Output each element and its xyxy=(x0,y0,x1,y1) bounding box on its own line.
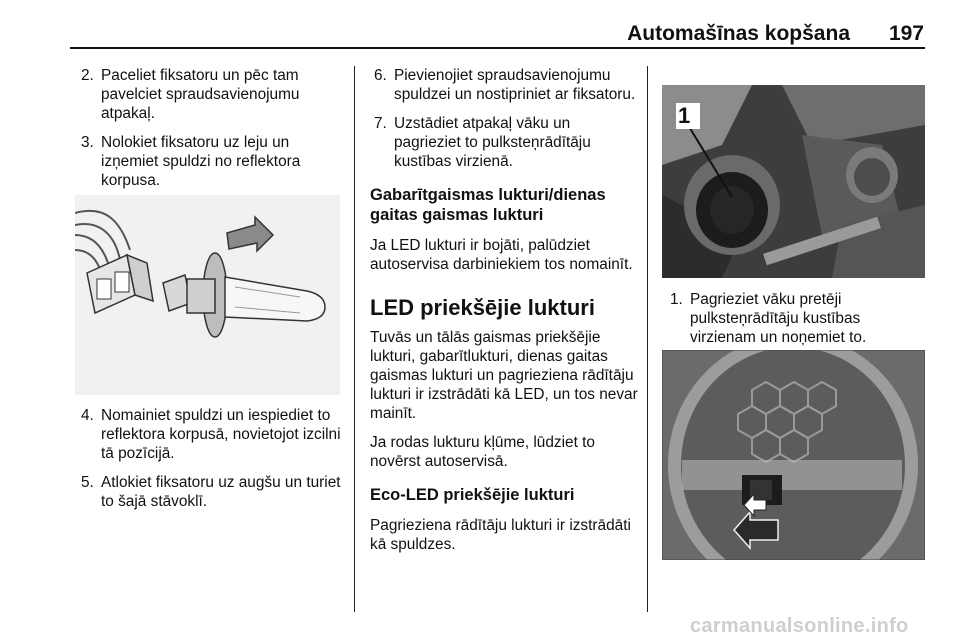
column-divider xyxy=(647,66,648,612)
step-item xyxy=(77,473,345,511)
section-heading: Gabarītgaismas lukturi/dienas gaitas gaismas lukturi xyxy=(370,186,606,224)
step-text: Uzstādiet atpakaļ vāku un pagrieziet to pulksteņrādītāju kustības virzienā. xyxy=(394,115,591,170)
step-number: 6. xyxy=(374,67,387,84)
step-item xyxy=(77,133,345,190)
header-rule xyxy=(70,47,925,49)
step-text: Pagrieziet vāku pretēji pulksteņrādītāju kustības virzienam un noņemiet to. xyxy=(690,291,867,346)
running-header-title: Automašīnas kopšana xyxy=(627,22,850,45)
step-number: 2. xyxy=(81,67,94,84)
headlamp-rear-photo xyxy=(662,85,925,278)
source-watermark: carmanualsonline.info xyxy=(690,615,909,637)
step-item xyxy=(370,66,638,104)
column-3 xyxy=(666,290,928,357)
paragraph: Pagrieziena rādītāju lukturi ir izstrādāti kā spuldzes. xyxy=(370,517,631,553)
step-item xyxy=(666,290,928,347)
step-item xyxy=(370,114,638,171)
bulb-replacement-illustration xyxy=(75,195,340,395)
column-2 xyxy=(370,66,638,564)
step-number: 7. xyxy=(374,115,387,132)
step-text: Nomainiet spuldzi un iespiediet to reflektora korpusā, novietojot izcilni tā pozīcijā. xyxy=(101,407,341,462)
paragraph: Tuvās un tālās gaismas priekšējie lukturi, gabarītlukturi, dienas gaitas gaismas lukturi un pagrieziena rādītāju lukturi ir izstrādāti kā LED, un tos nevar mainīt. xyxy=(370,329,638,422)
figure-callout-label: 1 xyxy=(678,103,691,128)
step-number: 1. xyxy=(670,291,683,308)
step-number: 5. xyxy=(81,474,94,491)
column-1-lower xyxy=(77,406,345,521)
step-number: 3. xyxy=(81,134,94,151)
headlamp-socket-photo xyxy=(662,350,925,560)
step-text: Nolokiet fiksatoru uz leju un izņemiet spuldzi no reflektora korpusa. xyxy=(101,134,301,189)
step-text: Pievienojiet spraudsavienojumu spuldzei un nostipriniet ar fiksatoru. xyxy=(394,67,636,103)
page-number: 197 xyxy=(888,22,924,45)
paragraph: Ja LED lukturi ir bojāti, palūdziet autoservisa darbiniekiem tos nomainīt. xyxy=(370,237,633,273)
step-number: 4. xyxy=(81,407,94,424)
section-heading: Eco-LED priekšējie lukturi xyxy=(370,486,575,504)
section-title: LED priekšējie lukturi xyxy=(370,295,595,320)
step-text: Paceliet fiksatoru un pēc tam pavelciet spraudsavienojumu atpakaļ. xyxy=(101,67,300,122)
paragraph: Ja rodas lukturu kļūme, lūdziet to novērst autoservisā. xyxy=(370,434,595,470)
step-text: Atlokiet fiksatoru uz augšu un turiet to šajā stāvoklī. xyxy=(101,474,341,510)
column-divider xyxy=(354,66,355,612)
column-1 xyxy=(77,66,345,200)
step-item xyxy=(77,406,345,463)
step-item xyxy=(77,66,345,123)
